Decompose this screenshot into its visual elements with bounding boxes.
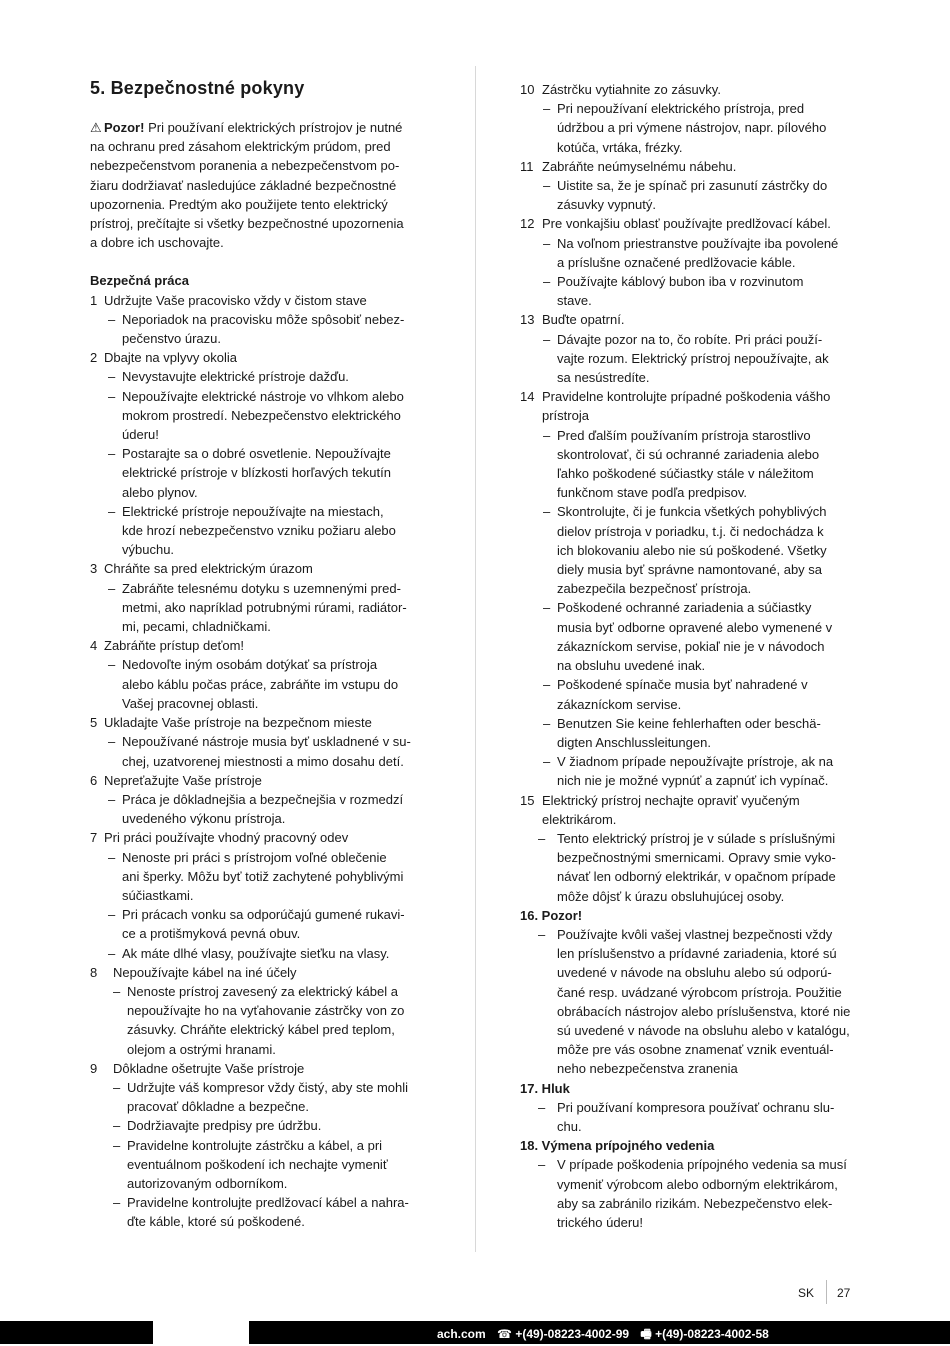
bullet-line: návať len odborný elektrikár, v opačnom prípade <box>557 869 836 885</box>
item-number: 11 <box>520 158 534 174</box>
item-bullet <box>90 655 435 713</box>
bullet-line: obrábacích nástrojov alebo príslušenstva, ktoré nie <box>557 1003 851 1019</box>
dash-bullet: – <box>543 754 551 770</box>
bullet-line: Neporiadok na pracovisku môže spôsobiť nebez- <box>122 311 405 327</box>
bullet-line: Nenoste prístroj zavesený za elektrický kábel a <box>127 983 398 999</box>
bullet-line: Elektrické prístroje nepoužívajte na miestach, <box>122 503 384 519</box>
dash-bullet: – <box>108 791 116 807</box>
dash-bullet: – <box>113 1195 121 1211</box>
safety-item <box>90 1059 435 1078</box>
item-bullet <box>90 982 435 1059</box>
bullet-line: dielov prístroja v poriadku, t.j. či nedochádza k <box>557 523 824 539</box>
bullet-line: výbuchu. <box>122 542 175 558</box>
bullet-line: elektrické prístroje v blízkosti horľavých tekutín <box>122 465 391 481</box>
bullet-line: olejom a ostrými hranami. <box>127 1041 276 1057</box>
dash-bullet: – <box>543 101 551 117</box>
bullet-line: skontrolovať, či sú ochranné zariadenia alebo <box>557 446 820 462</box>
title-line: prístroja <box>542 408 589 424</box>
item-bullet <box>520 1155 865 1232</box>
safety-item <box>520 387 865 425</box>
item-bullet <box>520 176 865 214</box>
bullet-line: Nepoužívané nástroje musia byť uskladnené v su- <box>122 734 411 750</box>
item-title <box>542 389 830 423</box>
item-number: 15 <box>520 792 535 808</box>
page-title: 5. Bezpečnostné pokyny <box>90 78 305 98</box>
bullet-line: Nenoste pri práci s prístrojom voľné oblečenie <box>122 849 387 865</box>
item-number: 6 <box>90 772 98 788</box>
dash-bullet: – <box>108 907 116 923</box>
warning-label: Pozor! <box>104 120 145 135</box>
item-bullet <box>520 234 865 272</box>
bullet-line: Pri prácach vonku sa odporúčajú gumené rukavi- <box>122 907 405 923</box>
dash-bullet: – <box>108 388 116 404</box>
bullet-line: bezpečnostnými smernicami. Opravy smie vyko- <box>557 850 836 866</box>
item-number: 3 <box>90 561 98 577</box>
item-number: 4 <box>90 638 98 654</box>
bullet-line: chej, uzatvorenej miestnosti a mimo dosahu detí. <box>122 753 404 769</box>
dash-bullet: – <box>543 274 551 290</box>
bullet-line: Vašej pracovnej oblasti. <box>122 695 259 711</box>
dash-bullet: – <box>543 427 551 443</box>
bullet-line: Dodržiavajte predpisy pre údržbu. <box>127 1118 322 1134</box>
bullet-line: autorizovaným odborníkom. <box>127 1175 288 1191</box>
item-title <box>542 216 831 231</box>
warning-line: na ochranu pred zásahom elektrickým prúdom, pred <box>90 139 391 155</box>
warning-line: upozornenia. Predtým ako použijete tento elektrický <box>90 196 388 212</box>
dash-bullet: – <box>113 1137 121 1153</box>
bullet-line: eventuálnom poškodení ich nechajte vymeniť <box>127 1156 388 1172</box>
item-bullet <box>520 714 865 752</box>
bullet-line: Tento elektrický prístroj je v súlade s príslušnými <box>557 830 836 846</box>
bullet-line: diely musia byť správne namontované, aby sa <box>557 562 823 578</box>
bullet-line: aby sa zabránilo rizikám. Nebezpečenstvo elek- <box>557 1195 833 1211</box>
bullet-line: Pravidelne kontrolujte zástrčku a kábel, a pri <box>127 1137 383 1153</box>
item-number: 5 <box>90 715 98 731</box>
safety-item <box>90 771 435 790</box>
bullet-line: Skontrolujte, či je funkcia všetkých pohyblivých <box>557 504 827 520</box>
warning-line: Pri používaní elektrických prístrojov je nutné <box>144 120 403 135</box>
bullet-line: uvedeného výkonu prístroja. <box>122 811 286 827</box>
warning-triangle-icon: ⚠ <box>90 120 102 135</box>
right-column <box>520 80 865 1232</box>
bullet-line: alebo plynov. <box>122 484 198 500</box>
bullet-line: kotúča, vrtáka, frézky. <box>557 139 683 155</box>
item-bullet <box>90 732 435 770</box>
item-bullet <box>90 790 435 828</box>
safety-item <box>520 310 865 329</box>
footer-divider <box>826 1280 827 1304</box>
item-bullet <box>520 99 865 157</box>
item-title: Pri práci používajte vhodný pracovný odev <box>104 830 349 846</box>
item-bullet <box>520 1098 865 1136</box>
dash-bullet: – <box>538 926 546 942</box>
bullet-line: pečenstvo úrazu. <box>122 331 222 347</box>
left-column <box>90 118 435 1232</box>
bullet-line: V prípade poškodenia prípojného vedenia sa musí <box>557 1157 847 1173</box>
item-title: Zabráňte prístup deťom! <box>104 638 245 654</box>
bullet-line: uvedené v návode na obsluhu alebo sú odporú- <box>557 965 832 981</box>
bullet-line: ce a protišmyková pevná obuv. <box>122 926 301 942</box>
title-line: Buďte opatrní. <box>542 312 625 328</box>
item-title: Chráňte sa pred elektrickým úrazom <box>104 561 313 577</box>
safety-item <box>520 1079 865 1098</box>
item-title: Ukladajte Vaše prístroje na bezpečnom mieste <box>104 715 372 731</box>
item-bullet <box>90 1116 435 1135</box>
warning-line: nebezpečenstvom poranenia a nebezpečenstvom po- <box>90 158 400 174</box>
item-bullet <box>520 675 865 713</box>
bullet-line: Postarajte sa o dobré osvetlenie. Nepoužívajte <box>122 446 391 462</box>
item-number: 13 <box>520 312 535 328</box>
bullet-line: zákazníckom servise. <box>557 696 682 712</box>
safety-item <box>520 214 865 233</box>
bullet-line: Poškodené ochranné zariadenia a súčiastky <box>557 600 812 616</box>
bullet-line: digten Anschlussleitungen. <box>557 734 711 750</box>
bullet-line: Pred ďalším používaním prístroja starostlivo <box>557 427 811 443</box>
item-title <box>542 793 800 827</box>
bullet-line: zásuvky vypnutý. <box>557 197 656 213</box>
bullet-line: neho nebezpečenstva zranenia <box>557 1061 738 1077</box>
item-title: Udržujte Vaše pracovisko vždy v čistom stave <box>104 292 367 308</box>
dash-bullet: – <box>543 178 551 194</box>
dash-bullet: – <box>108 446 116 462</box>
safety-item <box>520 791 865 829</box>
dash-bullet: – <box>543 331 551 347</box>
title-line: Pre vonkajšiu oblasť používajte predlžovací kábel. <box>542 216 831 232</box>
bullet-line: Nevystavujte elektrické prístroje dažďu. <box>122 369 349 385</box>
bullet-line: nich nie je možné vypnúť a zapnúť ich vypínač. <box>557 773 829 789</box>
bullet-line: kde hrozí nebezpečenstvo vzniku požiaru alebo <box>122 523 396 539</box>
bullet-line: Uistite sa, že je spínač pri zasunutí zástrčky do <box>557 178 828 194</box>
item-bullet <box>520 829 865 906</box>
bullet-line: môže dôjsť k úrazu obsluhujúcej osoby. <box>557 888 785 904</box>
bullet-line: zákazníckom servise, pokiaľ nie je v návodoch <box>557 638 825 654</box>
item-title: Dôkladne ošetrujte Vaše prístroje <box>113 1060 305 1076</box>
safety-item <box>90 963 435 982</box>
bullet-line: Pri používaní kompresora používať ochranu slu- <box>557 1099 835 1115</box>
safety-item <box>520 157 865 176</box>
item-number: 7 <box>90 830 98 846</box>
column-divider <box>475 66 476 1252</box>
language-code: SK <box>798 1286 815 1300</box>
title-line: Pravidelne kontrolujte prípadné poškodenia vášho <box>542 389 831 405</box>
dash-bullet: – <box>108 734 116 750</box>
item-bullet <box>90 905 435 943</box>
item-bullet <box>90 502 435 560</box>
dash-bullet: – <box>108 503 116 519</box>
contact-bar-text <box>437 1325 777 1346</box>
bullet-line: Poškodené spínače musia byť nahradené v <box>557 677 808 693</box>
page-number: 27 <box>837 1286 851 1300</box>
bullet-line: Dávajte pozor na to, čo robíte. Pri práci použí- <box>557 331 823 347</box>
bullet-line: sa nesústredíte. <box>557 370 650 386</box>
safety-item <box>90 636 435 655</box>
bullet-line: Udržujte váš kompresor vždy čistý, aby ste mohli <box>127 1079 409 1095</box>
item-title: Nepoužívajte kábel na iné účely <box>113 964 297 980</box>
bullet-line: Nepoužívajte elektrické nástroje vo vlhkom alebo <box>122 388 404 404</box>
warning-text <box>90 120 404 250</box>
item-heading: 16. Pozor! <box>520 907 583 923</box>
bullet-line: Pravidelne kontrolujte predlžovací kábel a nahra- <box>127 1195 409 1211</box>
dash-bullet: – <box>113 1079 121 1095</box>
safety-item <box>520 1136 865 1155</box>
item-bullet <box>90 1136 435 1194</box>
item-title: Dbajte na vplyvy okolia <box>104 350 237 366</box>
item-bullet <box>90 367 435 386</box>
right-item-list <box>520 80 865 1232</box>
item-number: 1 <box>90 292 98 308</box>
dash-bullet: – <box>108 369 116 385</box>
bullet-line: trického úderu! <box>557 1214 643 1230</box>
bullet-line: funkčnom stave podľa predpisov. <box>557 485 747 501</box>
bullet-line: chu. <box>557 1118 582 1134</box>
bullet-line: Na voľnom priestranstve používajte iba povolené <box>557 235 839 251</box>
safety-item <box>90 713 435 732</box>
bullet-line: súčiastkami. <box>122 887 194 903</box>
bullet-line: nepoužívajte ho na vyťahovanie zástrčky von zo <box>127 1003 405 1019</box>
warning-line: prístroj, prečítajte si všetky bezpečnostné upozornenia <box>90 216 404 232</box>
dash-bullet: – <box>108 945 116 961</box>
bullet-line: Používajte káblový bubon iba v rozvinutom <box>557 274 804 290</box>
dash-bullet: – <box>113 1118 121 1134</box>
title-line: Elektrický prístroj nechajte opraviť vyučeným <box>542 792 800 808</box>
bullet-line: ich blokovaniu alebo nie sú poškodené. Všetky <box>557 542 827 558</box>
contact-bar-gap <box>153 1321 249 1344</box>
item-number: 10 <box>520 82 535 97</box>
item-title: Nepreťažujte Vaše prístroje <box>104 772 262 788</box>
warning-line: žiaru dodržiavať nasledujúce základné bezpečnostné <box>90 177 397 193</box>
bullet-line: mi, pecami, chladničkami. <box>122 619 271 635</box>
bullet-line: len príslušenstvo a prídavné zariadenia, ktoré sú <box>557 946 837 962</box>
safety-item <box>90 828 435 847</box>
bullet-line: ľahko poškodené súčiastky stále v náležitom <box>557 466 814 482</box>
bullet-line: metmi, ako napríklad potrubnými rúrami, radiátor- <box>122 599 407 615</box>
dash-bullet: – <box>108 311 116 327</box>
item-heading: 18. Výmena prípojného vedenia <box>520 1138 715 1154</box>
item-bullet <box>90 444 435 502</box>
bullet-line: a príslušne označené predlžovacie káble. <box>557 254 796 270</box>
item-number: 2 <box>90 350 98 366</box>
bullet-line: Používajte kvôli vašej vlastnej bezpečnosti vždy <box>557 926 833 942</box>
bullet-line: Pri nepoužívaní elektrického prístroja, pred <box>557 101 805 117</box>
item-bullet <box>90 1193 435 1231</box>
item-number: 12 <box>520 216 535 232</box>
bullet-line: Práca je dôkladnejšia a bezpečnejšia v rozmedzí <box>122 791 404 807</box>
bullet-line: zabezpečila bezpečnosť prístroja. <box>557 581 752 597</box>
safety-item <box>90 348 435 367</box>
bullet-line: Nedovoľte iným osobám dotýkať sa prístroja <box>122 657 378 673</box>
dash-bullet: – <box>543 600 551 616</box>
bullet-line: vymeniť výrobcom alebo odborným elektrikárom, <box>557 1176 838 1192</box>
dash-bullet: – <box>543 504 551 520</box>
safe-work-heading: Bezpečná práca <box>90 273 189 289</box>
dash-bullet: – <box>113 983 121 999</box>
bullet-line: mokrom prostredí. Nebezpečenstvo elektrického <box>122 407 401 423</box>
bullet-line: Zabráňte telesnému dotyku s uzemnenými pred- <box>122 580 401 596</box>
item-number: 14 <box>520 389 535 405</box>
bullet-line: ďte káble, ktoré sú poškodené. <box>127 1214 305 1230</box>
item-bullet <box>90 310 435 348</box>
item-bullet <box>520 502 865 598</box>
dash-bullet: – <box>538 830 546 846</box>
website-text: ach.com <box>437 1327 486 1341</box>
warning-paragraph <box>90 118 435 252</box>
bullet-line: úderu! <box>122 427 159 443</box>
item-bullet <box>90 848 435 906</box>
item-bullet <box>90 579 435 637</box>
item-bullet <box>90 1078 435 1116</box>
bullet-line: čané resp. uvádzané výrobcom prístroja. Použitie <box>557 984 842 1000</box>
dash-bullet: – <box>108 657 116 673</box>
safety-item <box>90 559 435 578</box>
item-bullet <box>520 925 865 1079</box>
dash-bullet: – <box>108 580 116 596</box>
bullet-line: zásuvky. Chráňte elektrický kábel pred teplom, <box>127 1022 395 1038</box>
bullet-line: sú uvedené v návode na obsluhu alebo v katalógu, <box>557 1022 850 1038</box>
title-line: elektrikárom. <box>542 811 617 827</box>
item-title <box>542 159 736 174</box>
item-heading: 17. Hluk <box>520 1080 570 1096</box>
bullet-line: pracovať dôkladne a bezpečne. <box>127 1099 309 1115</box>
bullet-line: musia byť odborne opravené alebo vymenené v <box>557 619 833 635</box>
dash-bullet: – <box>108 849 116 865</box>
dash-bullet: – <box>538 1099 546 1115</box>
title-line: Zabráňte neúmyselnému nábehu. <box>542 158 737 174</box>
bullet-line: alebo káblu počas práce, zabráňte im vstupu do <box>122 676 399 692</box>
bullet-line: na obsluhu uvedené inak. <box>557 658 706 674</box>
item-bullet <box>90 387 435 445</box>
item-bullet <box>520 598 865 675</box>
item-bullet <box>520 272 865 310</box>
safety-item <box>520 80 865 99</box>
item-number: 8 <box>90 964 98 980</box>
dash-bullet: – <box>543 235 551 251</box>
safety-item <box>520 906 865 925</box>
dash-bullet: – <box>538 1157 546 1173</box>
dash-bullet: – <box>543 715 551 731</box>
fax-text: 🖷 +(49)-08223-4002-58 <box>640 1327 769 1341</box>
item-bullet <box>90 944 435 963</box>
bullet-line: V žiadnom prípade nepoužívajte prístroje, ak na <box>557 754 834 770</box>
item-bullet <box>520 426 865 503</box>
item-number: 9 <box>90 1060 98 1076</box>
item-title <box>542 82 721 97</box>
bullet-line: Benutzen Sie keine fehlerhaften oder beschä- <box>557 715 821 731</box>
bullet-line: ani šperky. Môžu byť totiž zachytené pohyblivými <box>122 868 404 884</box>
bullet-line: vajte rozum. Elektrický prístroj nepoužívajte, ak <box>557 350 829 366</box>
bullet-line: Ak máte dlhé vlasy, používajte sieťku na vlasy. <box>122 945 390 961</box>
dash-bullet: – <box>543 677 551 693</box>
warning-line: a dobre ich uschovajte. <box>90 235 224 251</box>
safety-item <box>90 291 435 310</box>
item-bullet <box>520 330 865 388</box>
bullet-line: údržbou a pri výmene nástrojov, napr. pílového <box>557 120 827 136</box>
phone-text: ☎ +(49)-08223-4002-99 <box>497 1327 630 1341</box>
bullet-line: stave. <box>557 293 592 309</box>
item-bullet <box>520 752 865 790</box>
title-line: Zástrčku vytiahnite zo zásuvky. <box>542 82 721 97</box>
bullet-line: môže pre vás osobne znamenať vznik eventuál- <box>557 1042 834 1058</box>
left-item-list <box>90 291 435 1232</box>
item-title <box>542 312 624 327</box>
